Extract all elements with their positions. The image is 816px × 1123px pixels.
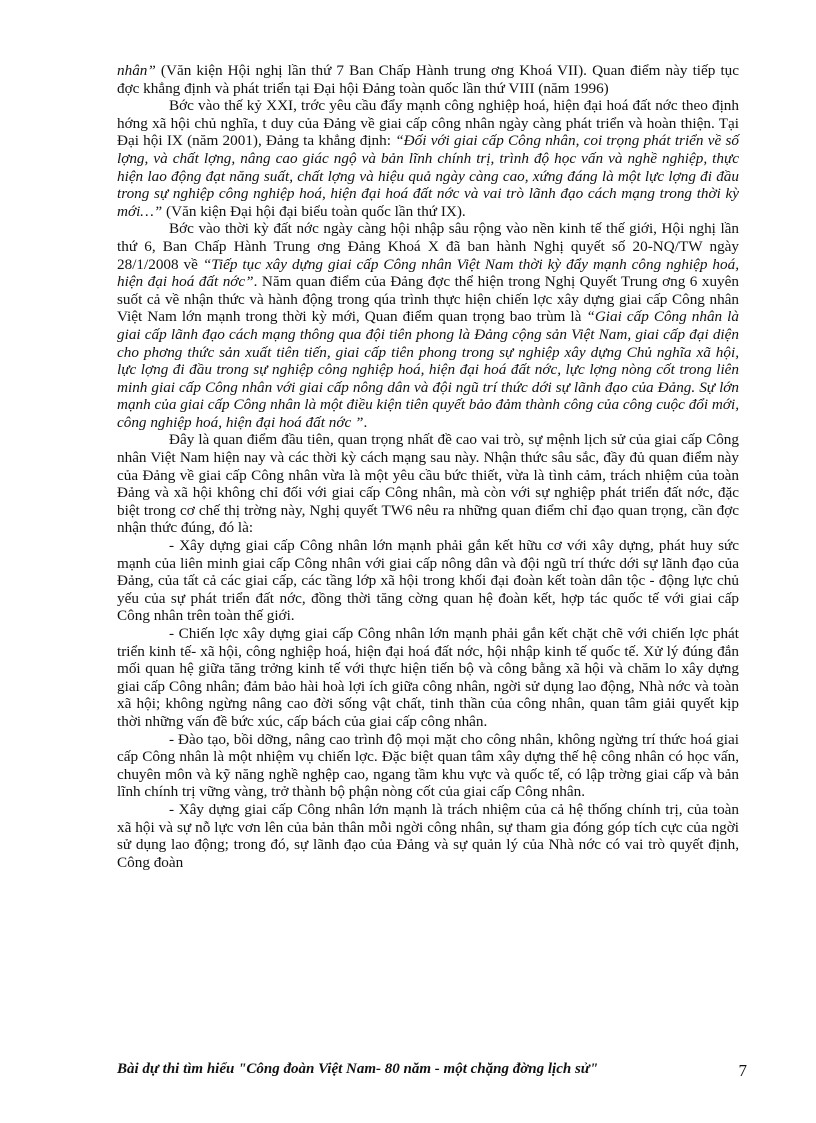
text-run: (Văn kiện Đại hội đại biểu toàn quốc lần thứ IX). xyxy=(162,202,466,220)
text-run: - Đào tạo, bồi dỡng, nâng cao trình độ mọi mặt cho công nhân, không ngừng trí thức hoá giai cấp Công nhân là một nhiệm vụ chiến lợc. Đặc biệt quan tâm xây dựng thế hệ công nhân có học vấn, chuyên môn và kỹ năng nghề nghệp cao, ngang tầm khu vực và quốc tế, có lập trờng giai cấp và bản lĩnh chính trị vững vàng, trở thành bộ phận nòng cốt của giai cấp Công nhân. xyxy=(117,730,739,801)
paragraph-6 xyxy=(117,625,739,731)
text-run: Đây là quan điểm đầu tiên, quan trọng nhất đề cao vai trò, sự mệnh lịch sử của giai cấp Công nhân Việt Nam hiện nay và các thời kỳ cách mạng sau này. Nhận thức sâu sắc, đầy đủ quan điểm này của Đảng về giai cấp Công nhân vừa là một yêu cầu bức thiết, vừa là tình cảm, trách nhiệm của toàn Đảng và xã hội không chỉ đối với giai cấp Công nhân, mà còn với sự nghiệp phát triển đất nớc, đặc biệt trong cơ chế thị trờng này, Nghị quyết TW6 nêu ra những quan điểm chỉ đạo quan trọng, cần đợc nhận thức đúng, đó là: xyxy=(117,431,739,537)
document-body xyxy=(117,62,739,871)
quote-run: “Đối với giai cấp Công nhân, coi trọng phát triển về số lợng, và chất lợng, nâng cao giác ngộ và bản lĩnh chính trị, trình độ học vấn và nghề nghiệp, thực hiện lao động đạt năng suất, chất lợng và hiệu quả ngày càng cao, xứng đáng là một lực lợng đi đầu trong sự nghiệp công nghiệp hoá, hiện đại hoá đất nớc và vai trò lãnh đạo cách mạng trong thời kỳ mới…” xyxy=(117,132,739,220)
text-run: nhân” xyxy=(117,62,156,79)
paragraph-3 xyxy=(117,220,739,431)
page-number: 7 xyxy=(738,1061,747,1080)
text-run: Bớc vào thời kỳ đất nớc ngày càng hội nhập sâu rộng vào nền kinh tế thế giới, Hội nghị lần thứ 6, Ban Chấp Hành Trung ơng Đảng Khoá X đã ban hành Nghị quyết số 20-NQ/TW ngày 28/1/2008 về xyxy=(117,220,739,273)
paragraph-2 xyxy=(117,97,739,220)
text-run: - Xây dựng giai cấp Công nhân lớn mạnh là trách nhiệm của cả hệ thống chính trị, của toàn xã hội và sự nỗ lực vơn lên của bản thân mỗi ngời công nhân, sự tham gia đóng góp tích cực của ngời sử dụng lao động; trong đó, sự lãnh đạo của Đảng và sự quản lý của Nhà nớc có vai trò quyết định, Công đoàn xyxy=(117,800,739,871)
paragraph-5 xyxy=(117,537,739,625)
paragraph-7 xyxy=(117,731,739,801)
text-run: - Chiến lợc xây dựng giai cấp Công nhân lớn mạnh phải gắn kết chặt chẽ với chiến lợc phát triển kinh tế- xã hội, công nghiệp hoá, hiện đại hoá đất nớc, hội nhập kinh tế quốc tế. Xử lý đúng đắn mối quan hệ giữa tăng trởng kinh tế với thực hiện tiến bộ và công bằng xã hội và chăm lo xây dựng giai cấp Công nhân; đảm bảo hài hoà lợi ích giữa công nhân, ngời sử dụng lao động, Nhà nớc và toàn xã hội; không ngừng nâng cao đời sống vật chất, tinh thần của công nhân, quan tâm giải quyết kịp thời những vấn đề bức xúc, cấp bách của giai cấp công nhân. xyxy=(117,625,739,730)
text-run: (Văn kiện Hội nghị lần thứ 7 Ban Chấp Hành trung ơng Khoá VII). Quan điểm này tiếp tục đợc khẳng định và phát triển tại Đại hội Đảng toàn quốc lần thứ VIII (năm 1996) xyxy=(117,62,739,97)
quote-run: “Tiếp tục xây dựng giai cấp Công nhân Việt Nam thời kỳ đẩy mạnh công nghiệp hoá, hiện đại hoá đất nớc” xyxy=(117,255,739,291)
text-run: . xyxy=(363,413,368,431)
text-run: Bớc vào thế kỷ XXI, trớc yêu cầu đẩy mạnh công nghiệp hoá, hiện đại hoá đất nớc theo định hớng xã hội chủ nghĩa, t duy của Đảng về giai cấp công nhân ngày càng phát triển và hoàn thiện. Tại Đại hội IX (năm 2001), Đảng ta khẳng định: xyxy=(117,97,739,150)
footer-title: Bài dự thi tìm hiểu "Công đoàn Việt Nam- 80 năm - một chặng đờng lịch sử" xyxy=(117,1061,599,1077)
paragraph-8 xyxy=(117,801,739,871)
paragraph-1 xyxy=(117,62,739,97)
paragraph-4 xyxy=(117,431,739,537)
quote-run: “Giai cấp Công nhân là giai cấp lãnh đạo cách mạng thông qua đội tiên phong là Đảng cộng sản Việt Nam, giai cấp đại diện cho phơng thức sản xuất tiên tiến, giai cấp tiên phong trong sự nghiệp xây dựng Chủ nghĩa xã hội, lực lợng đi đầu trong sự nghiệp công nghiệp hoá, hiện đại hoá đất nớc, lực lợng nòng cốt trong liên minh giai cấp Công nhân với giai cấp nông dân và đội ngũ trí thức dới sự lãnh đạo của Đảng. Sự lớn mạnh của giai cấp Công nhân là một điều kiện tiên quyết bảo đảm thành công của công cuộc đổi mới, công nghiệp hoá, hiện đại hoá đất nớc ” xyxy=(117,308,739,431)
text-run: . Năm quan điểm của Đảng đợc thể hiện trong Nghị Quyết Trung ơng 6 xuyên suốt cả về nhận thức và hành động trong qúa trình thực hiện chiến lợc xây dựng giai cấp Công nhân Việt Nam lớn mạnh trong thời kỳ mới, Quan điểm quan trọng bao trùm là xyxy=(117,273,739,326)
text-run: - Xây dựng giai cấp Công nhân lớn mạnh phải gắn kết hữu cơ với xây dựng, phát huy sức mạnh của liên minh giai cấp Công nhân với giai cấp nông dân và đội ngũ trí thức dới sự lãnh đạo của Đảng, của tất cả các giai cấp, các tầng lớp xã hội trong khối đại đoàn kết toàn dân tộc - động lực chủ yếu của sự phát triển đất nớc, đồng thời tăng cờng quan hệ đoàn kết, hợp tác quốc tế với giai cấp Công nhân trên toàn thế giới. xyxy=(117,537,739,625)
page-footer xyxy=(117,1061,747,1081)
